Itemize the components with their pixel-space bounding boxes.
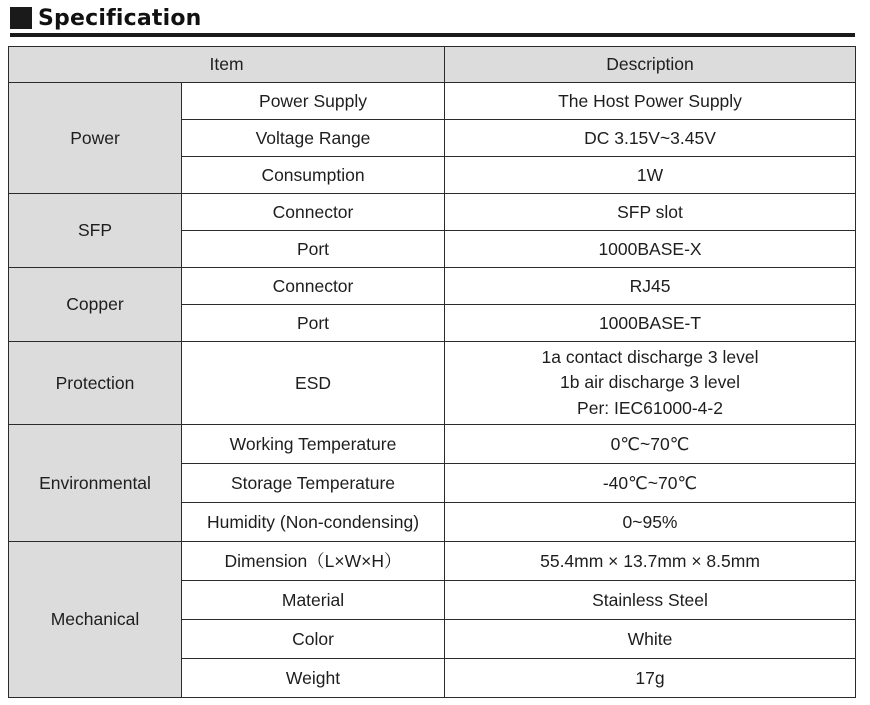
category-sfp: SFP [9, 194, 182, 268]
table-row [9, 268, 856, 305]
description-cell: Stainless Steel [445, 581, 856, 620]
description-cell: White [445, 620, 856, 659]
description-cell: 0~95% [445, 503, 856, 542]
item-cell: Dimension（L×W×H） [182, 542, 445, 581]
description-line: 1a contact discharge 3 level [541, 346, 759, 367]
table-row [9, 425, 856, 464]
description-cell [445, 342, 856, 425]
description-line: Per: IEC61000-4-2 [577, 397, 723, 418]
page-title: Specification [38, 5, 202, 31]
description-cell: -40℃~70℃ [445, 464, 856, 503]
item-cell: Humidity (Non-condensing) [182, 503, 445, 542]
description-cell: DC 3.15V~3.45V [445, 120, 856, 157]
table-header-row [9, 47, 856, 83]
description-cell: 1000BASE-X [445, 231, 856, 268]
item-cell: Voltage Range [182, 120, 445, 157]
category-environmental: Environmental [9, 425, 182, 542]
description-cell: The Host Power Supply [445, 83, 856, 120]
description-cell: 0℃~70℃ [445, 425, 856, 464]
description-cell: RJ45 [445, 268, 856, 305]
header-item: Item [9, 47, 445, 83]
item-cell: Working Temperature [182, 425, 445, 464]
item-cell: Connector [182, 194, 445, 231]
item-cell: Port [182, 231, 445, 268]
item-cell: Consumption [182, 157, 445, 194]
description-cell: 55.4mm × 13.7mm × 8.5mm [445, 542, 856, 581]
item-cell: Port [182, 305, 445, 342]
item-cell: Power Supply [182, 83, 445, 120]
category-protection: Protection [9, 342, 182, 425]
description-cell: 1000BASE-T [445, 305, 856, 342]
item-cell: Weight [182, 659, 445, 698]
item-cell: Material [182, 581, 445, 620]
description-cell: 1W [445, 157, 856, 194]
item-cell: Connector [182, 268, 445, 305]
description-cell: SFP slot [445, 194, 856, 231]
table-row [9, 194, 856, 231]
heading-divider [10, 33, 855, 37]
item-cell: Storage Temperature [182, 464, 445, 503]
item-cell: Color [182, 620, 445, 659]
description-line: 1b air discharge 3 level [560, 372, 740, 393]
category-copper: Copper [9, 268, 182, 342]
description-cell: 17g [445, 659, 856, 698]
table-row [9, 542, 856, 581]
category-mechanical: Mechanical [9, 542, 182, 698]
header-description: Description [445, 47, 856, 83]
item-cell: ESD [182, 342, 445, 425]
table-row [9, 342, 856, 425]
table-row [9, 83, 856, 120]
category-power: Power [9, 83, 182, 194]
spec-table [8, 46, 856, 698]
section-heading [10, 4, 202, 32]
heading-square-icon [10, 7, 32, 29]
